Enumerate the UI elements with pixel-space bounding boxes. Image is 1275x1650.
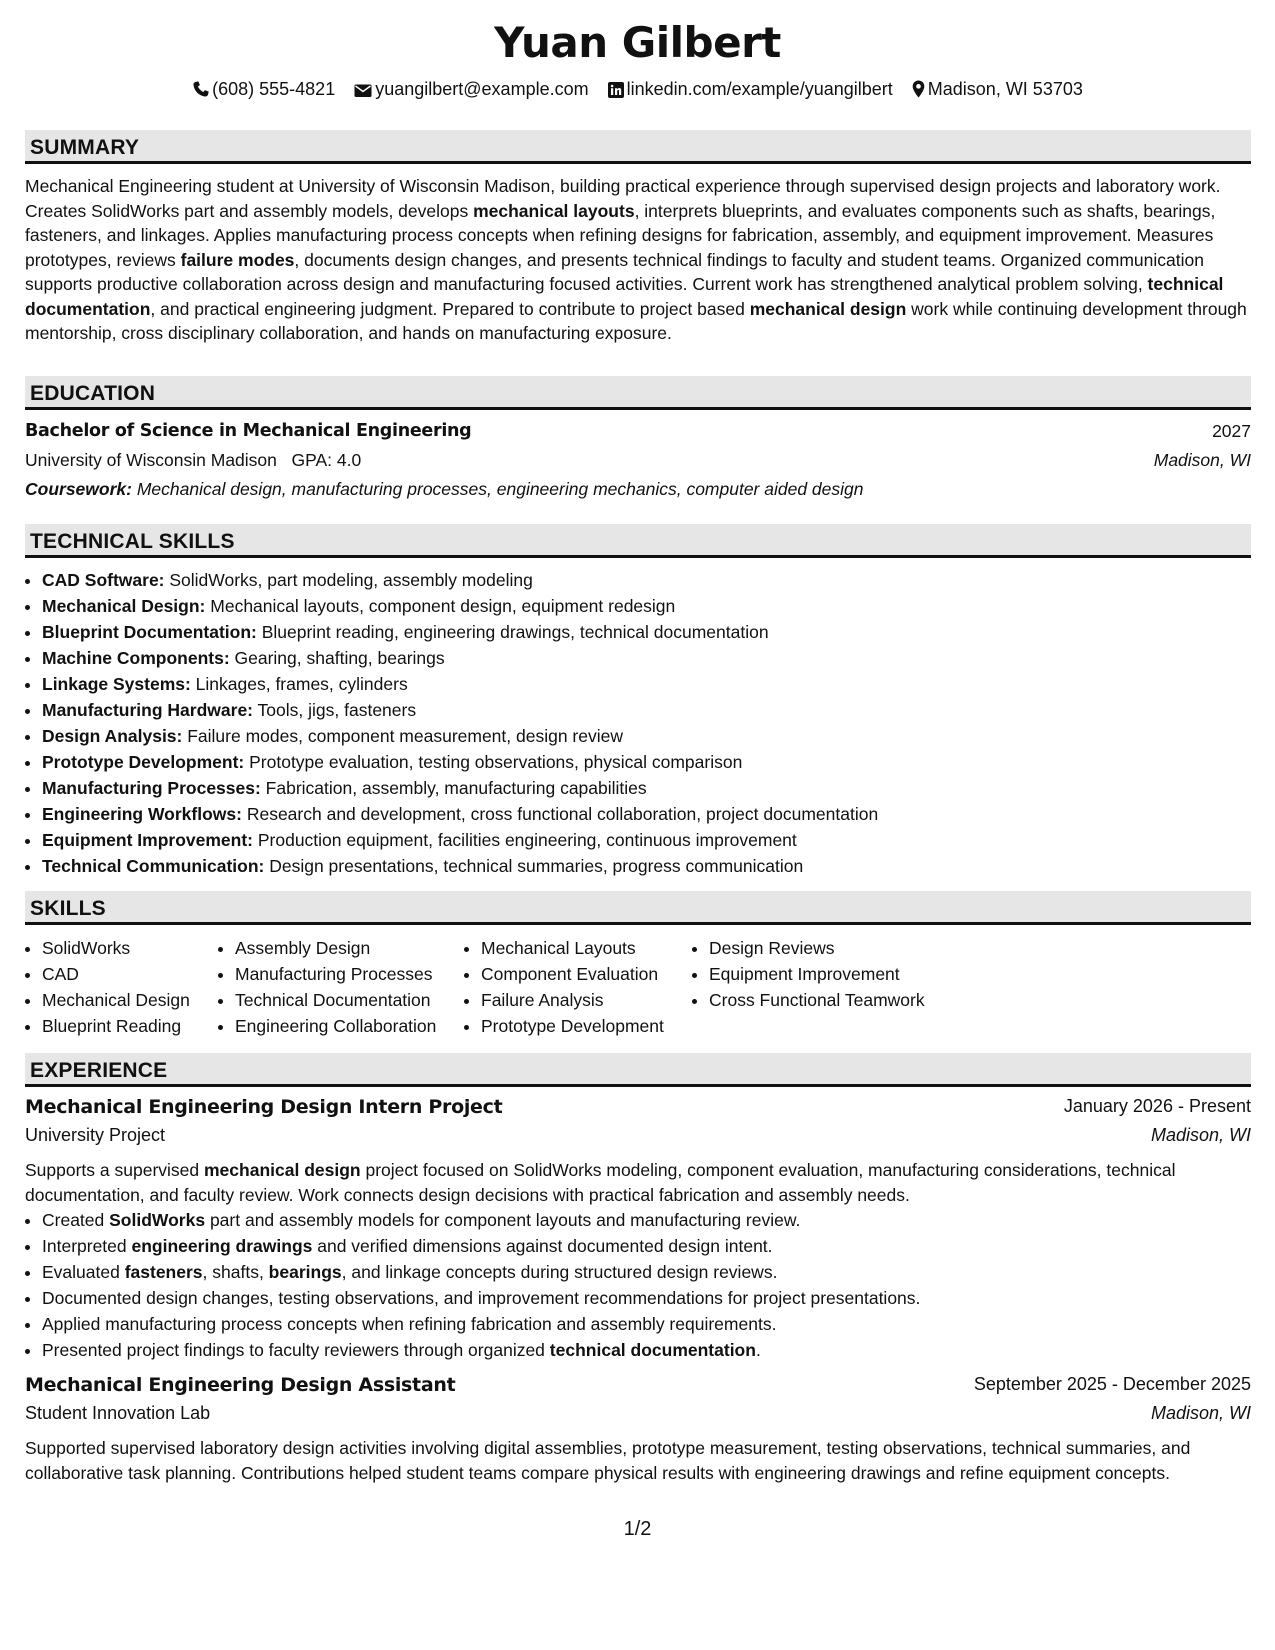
technical-skill-value: Prototype evaluation, testing observations, physical comparison <box>244 752 743 772</box>
technical-skill-label: Blueprint Documentation: <box>42 622 257 642</box>
technical-skill-item <box>42 671 1251 697</box>
skill-item: • Prototype Development <box>481 1013 692 1039</box>
technical-skill-value: Blueprint reading, engineering drawings, technical documentation <box>256 622 769 642</box>
job-title: Mechanical Engineering Design Assistant <box>25 1374 456 1396</box>
experience-header <box>25 1053 1251 1087</box>
job-location: Madison, WI <box>1150 1125 1251 1145</box>
technical-skill-value: Research and development, cross functional collaboration, project documentation <box>241 804 879 824</box>
bullet-part: Interpreted <box>42 1236 132 1256</box>
job-bullets <box>25 1207 1251 1363</box>
technical-skill-value: SolidWorks, part modeling, assembly modeling <box>164 570 533 590</box>
contact-email-text: yuangilbert@example.com <box>375 78 589 99</box>
skill-item: • Equipment Improvement <box>709 961 989 987</box>
bullet-part: and verified dimensions against documented design intent. <box>312 1236 773 1256</box>
skill-item: • Blueprint Reading <box>42 1013 218 1039</box>
skill-item: • Cross Functional Teamwork <box>709 987 989 1013</box>
bullet-bold: technical documentation <box>549 1340 756 1360</box>
technical-skill-value: Mechanical layouts, component design, equipment redesign <box>205 596 676 616</box>
phone-icon <box>192 81 209 98</box>
technical-skill-item <box>42 567 1251 593</box>
technical-skill-value: Gearing, shafting, bearings <box>229 648 445 668</box>
summary-part: work while continuing development through mentorship, cross disciplinary collaboration, and hands on manufacturing exposure. <box>25 298 1247 343</box>
job-org: University Project <box>25 1125 166 1145</box>
education-row-1 <box>25 421 1251 450</box>
skills-column-4 <box>692 935 989 1039</box>
job-dates: January 2026 - Present <box>1063 1096 1251 1116</box>
skill-item: • Mechanical Design <box>42 987 218 1013</box>
technical-skill-value: Failure modes, component measurement, design review <box>182 726 624 746</box>
skills-grid <box>25 935 989 1039</box>
candidate-name: Yuan Gilbert <box>494 18 781 67</box>
education-header <box>25 376 1251 410</box>
technical-skill-item <box>42 853 1251 879</box>
technical-skill-value: Design presentations, technical summaries, progress communication <box>264 856 804 876</box>
summary-text <box>25 174 1251 346</box>
technical-skill-item <box>42 801 1251 827</box>
job-org-row <box>25 1125 1251 1154</box>
job-dates: September 2025 - December 2025 <box>973 1374 1251 1394</box>
desc-bold: mechanical design <box>204 1160 361 1180</box>
technical-skill-label: Engineering Workflows: <box>42 804 242 824</box>
education-row-2 <box>25 450 1251 479</box>
technical-skills-list <box>25 567 1251 879</box>
desc-part: project focused on SolidWorks modeling, component evaluation, manufacturing considerations, technical documentation, and faculty review. Work connects design decisions with practical fabrication and assembly needs. <box>25 1160 1176 1205</box>
bullet-bold: bearings <box>268 1262 342 1282</box>
skill-item: • Technical Documentation <box>235 987 464 1013</box>
bullet-bold: engineering drawings <box>131 1236 313 1256</box>
contact-location-text: Madison, WI 53703 <box>927 78 1083 99</box>
experience-entry-2 <box>25 1374 1251 1485</box>
contact-email[interactable] <box>354 79 588 100</box>
skills-heading: SKILLS <box>30 897 106 920</box>
bullet-part: Presented project findings to faculty reviewers through organized <box>42 1340 550 1360</box>
summary-part: , and practical engineering judgment. Prepared to contribute to project based <box>150 298 750 319</box>
job-bullet <box>42 1311 1251 1337</box>
job-bullet <box>42 1233 1251 1259</box>
technical-skill-value: Tools, jigs, fasteners <box>253 700 417 720</box>
technical-skill-item <box>42 593 1251 619</box>
bullet-part: Applied manufacturing process concepts when refining fabrication and assembly requirements. <box>42 1314 777 1334</box>
technical-skill-label: Manufacturing Processes: <box>42 778 261 798</box>
technical-skill-label: Prototype Development: <box>42 752 245 772</box>
summary-part: , documents design changes, and presents technical findings to faculty and student teams. Organized communication supports productive collaboration across design and manufacturing focused activities. Current work has strengthened analytical problem solving, <box>25 249 1204 294</box>
skill-item: • SolidWorks <box>42 935 218 961</box>
technical-skills-ul <box>25 567 1251 879</box>
bullet-bold: SolidWorks <box>109 1210 206 1230</box>
map-pin-icon <box>912 80 925 98</box>
contact-location <box>912 79 1083 100</box>
technical-skill-label: Technical Communication: <box>42 856 265 876</box>
job-description: Supported supervised laboratory design activities involving digital assemblies, prototype measurement, testing observations, technical summaries, and collaborative task planning. Contributions helped student teams compare physical results with engineering drawings and refine equipment concepts. <box>25 1438 1191 1483</box>
skill-item: • Design Reviews <box>709 935 989 961</box>
graduation-year: 2027 <box>1212 421 1251 441</box>
technical-skill-label: Machine Components: <box>42 648 230 668</box>
school: University of Wisconsin Madison <box>25 450 277 470</box>
bullet-part: , shafts, <box>202 1262 269 1282</box>
school-line <box>25 450 361 471</box>
contact-bar <box>0 78 1275 100</box>
summary-bold: mechanical design <box>749 298 907 319</box>
skill-item: • Failure Analysis <box>481 987 692 1013</box>
summary-part: Mechanical Engineering student at University of Wisconsin Madison, building practical experience through supervised design projects and laboratory work. Creates SolidWorks part and assembly models, develops <box>25 176 1221 221</box>
technical-skill-value: Linkages, frames, cylinders <box>190 674 408 694</box>
skill-item: • Mechanical Layouts <box>481 935 692 961</box>
bullet-part: . <box>755 1340 761 1360</box>
coursework-line <box>25 479 864 500</box>
job-title-row <box>25 1374 1251 1403</box>
skill-item: • Assembly Design <box>235 935 464 961</box>
bullet-part: , and linkage concepts during structured design reviews. <box>341 1262 778 1282</box>
technical-skill-label: Equipment Improvement: <box>42 830 253 850</box>
job-description <box>25 1158 1251 1207</box>
skills-header <box>25 891 1251 925</box>
summary-part: , interprets blueprints, and evaluates components such as shafts, bearings, fasteners, and linkages. Applies manufacturing process concepts when refining designs for fabrication, assembly, and equipment improvement. Measures prototypes, reviews <box>25 200 1216 270</box>
bullet-part: part and assembly models for component layouts and manufacturing review. <box>205 1210 801 1230</box>
technical-skill-label: Design Analysis: <box>42 726 183 746</box>
skill-item: • Component Evaluation <box>481 961 692 987</box>
technical-skill-value: Fabrication, assembly, manufacturing capabilities <box>260 778 647 798</box>
contact-linkedin-text: linkedin.com/example/yuangilbert <box>626 78 893 99</box>
technical-skill-label: Mechanical Design: <box>42 596 206 616</box>
education-entry <box>25 421 1251 508</box>
skills-column-3 <box>464 935 692 1039</box>
job-bullet <box>42 1285 1251 1311</box>
summary-bold: failure modes <box>180 249 295 270</box>
degree: Bachelor of Science in Mechanical Engineering <box>25 421 472 441</box>
technical-skill-label: Manufacturing Hardware: <box>42 700 253 720</box>
education-heading: EDUCATION <box>30 382 156 405</box>
summary-header <box>25 130 1251 164</box>
gpa: GPA: 4.0 <box>291 450 362 470</box>
school-location: Madison, WI <box>1153 450 1251 470</box>
technical-skill-item <box>42 749 1251 775</box>
coursework-label: Coursework: <box>25 479 132 499</box>
job-title-row <box>25 1096 1251 1125</box>
technical-skill-item <box>42 775 1251 801</box>
skills-column-1 <box>25 935 218 1039</box>
contact-phone <box>192 79 335 100</box>
job-bullet <box>42 1259 1251 1285</box>
skill-item: • Engineering Collaboration <box>235 1013 464 1039</box>
technical-skill-item <box>42 645 1251 671</box>
technical-skill-item <box>42 619 1251 645</box>
job-title: Mechanical Engineering Design Intern Project <box>25 1096 503 1118</box>
job-org: Student Innovation Lab <box>25 1403 211 1423</box>
experience-entry-1 <box>25 1096 1251 1363</box>
technical-skill-value: Production equipment, facilities engineering, continuous improvement <box>253 830 797 850</box>
job-bullet <box>42 1207 1251 1233</box>
coursework-text: Mechanical design, manufacturing processes, engineering mechanics, computer aided design <box>131 479 864 499</box>
page-number: 1/2 <box>623 1518 652 1540</box>
bullet-part: Evaluated <box>42 1262 125 1282</box>
skill-item: • CAD <box>42 961 218 987</box>
technical-skills-heading: TECHNICAL SKILLS <box>30 530 235 553</box>
summary-bold: mechanical layouts <box>473 200 635 221</box>
technical-skill-label: CAD Software: <box>42 570 165 590</box>
job-bullet <box>42 1337 1251 1363</box>
contact-phone-text: (608) 555-4821 <box>212 78 336 99</box>
bullet-bold: fasteners <box>124 1262 203 1282</box>
technical-skill-item <box>42 697 1251 723</box>
bullet-part: Documented design changes, testing observations, and improvement recommendations for project presentations. <box>42 1288 921 1308</box>
technical-skill-item <box>42 723 1251 749</box>
envelope-icon <box>354 83 372 98</box>
bullet-part: Created <box>42 1210 110 1230</box>
technical-skill-item <box>42 827 1251 853</box>
summary-heading: SUMMARY <box>30 136 140 159</box>
desc-part: Supports a supervised <box>25 1160 204 1180</box>
linkedin-icon <box>608 82 624 98</box>
skills-column-2 <box>218 935 464 1039</box>
contact-linkedin[interactable] <box>608 79 893 100</box>
skill-item: • Manufacturing Processes <box>235 961 464 987</box>
technical-skill-label: Linkage Systems: <box>42 674 191 694</box>
technical-skills-header <box>25 524 1251 558</box>
job-org-row <box>25 1403 1251 1432</box>
job-location: Madison, WI <box>1150 1403 1251 1423</box>
experience-heading: EXPERIENCE <box>30 1059 168 1082</box>
summary-bold: technical documentation <box>25 274 1224 319</box>
coursework <box>25 479 1251 508</box>
